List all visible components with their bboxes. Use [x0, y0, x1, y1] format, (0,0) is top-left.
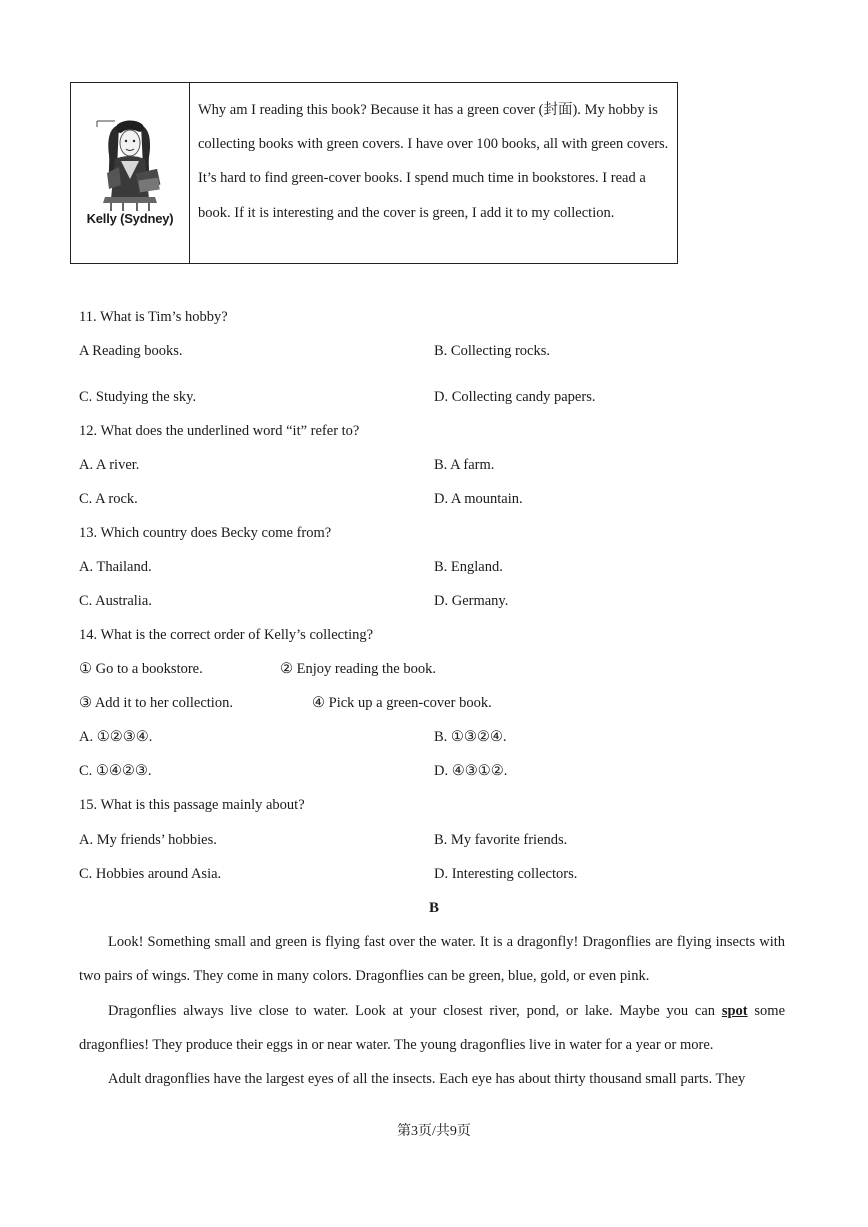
q14-option-a: A. ①②③④.	[79, 729, 153, 745]
paragraph-1-text: Look! Something small and green is flying fast over the water. It is a dragonfly! Dragonflies are flying insects with two pairs of wings. They come in many colors. Dragonflies can be green, blue, gold, or even pink.	[79, 934, 785, 985]
section-b-paragraph-3	[79, 1062, 785, 1096]
section-b-paragraph-2	[79, 994, 785, 1062]
q14-option-b: B. ①③②④.	[434, 729, 507, 745]
paragraph-3-text: Adult dragonflies have the largest eyes of all the insects. Each eye has about thirty thousand small parts. They	[108, 1071, 746, 1087]
q14-step-2: ② Enjoy reading the book.	[280, 661, 436, 677]
q13-option-a: A. Thailand.	[79, 559, 152, 575]
question-12-stem: 12. What does the underlined word “it” refer to?	[79, 423, 360, 439]
section-b-paragraph-1	[79, 925, 785, 993]
q15-option-b: B. My favorite friends.	[434, 832, 568, 848]
q12-option-a: A. A river.	[79, 457, 140, 473]
q14-option-c: C. ①④②③.	[79, 763, 152, 779]
intro-table	[70, 82, 678, 264]
q13-option-d: D. Germany.	[434, 593, 509, 609]
q11-option-b: B. Collecting rocks.	[434, 343, 550, 359]
q12-option-c: C. A rock.	[79, 491, 138, 507]
question-11-stem: 11. What is Tim’s hobby?	[79, 309, 228, 325]
question-15-stem: 15. What is this passage mainly about?	[79, 797, 305, 813]
q14-step-3: ③ Add it to her collection.	[79, 695, 233, 711]
underlined-word-spot: spot	[721, 1003, 748, 1019]
q15-option-d: D. Interesting collectors.	[434, 866, 578, 882]
intro-text: Why am I reading this book? Because it has a green cover (封面). My hobby is collecting books with green covers. I have over 100 books, all with green covers. It’s hard to find green-cover books. I spend much time in bookstores. I read a book. If it is interesting and the cover is green, I add it to my collection.	[198, 102, 669, 221]
question-14-stem: 14. What is the correct order of Kelly’s collecting?	[79, 627, 374, 643]
paragraph-2-text-after: some dragonflies! They produce their eggs in or near water. The young dragonflies live in water for a year or more.	[79, 1003, 786, 1054]
q15-option-c: C. Hobbies around Asia.	[79, 866, 222, 882]
q13-option-b: B. England.	[434, 559, 503, 575]
photo-cell	[71, 83, 190, 263]
photo-caption: Kelly (Sydney)	[86, 211, 174, 226]
q11-option-d: D. Collecting candy papers.	[434, 389, 596, 405]
q14-step-4: ④ Pick up a green-cover book.	[312, 695, 492, 711]
q12-option-d: D. A mountain.	[434, 491, 523, 507]
q14-step-1: ① Go to a bookstore.	[79, 661, 203, 677]
question-13-stem: 13. Which country does Becky come from?	[79, 525, 332, 541]
q12-option-b: B. A farm.	[434, 457, 495, 473]
q11-option-a: A Reading books.	[79, 343, 183, 359]
paragraph-2-text-before: Dragonflies always live close to water. Look at your closest river, pond, or lake. Maybe you can	[108, 1003, 722, 1019]
section-b-title: B	[428, 900, 439, 916]
q11-option-c: C. Studying the sky.	[79, 389, 197, 405]
q15-option-a: A. My friends’ hobbies.	[79, 832, 217, 848]
q13-option-c: C. Australia.	[79, 593, 152, 609]
kelly-photo	[93, 119, 167, 211]
q14-option-d: D. ④③①②.	[434, 763, 508, 779]
page-footer: 第3页/共9页	[397, 1124, 471, 1139]
